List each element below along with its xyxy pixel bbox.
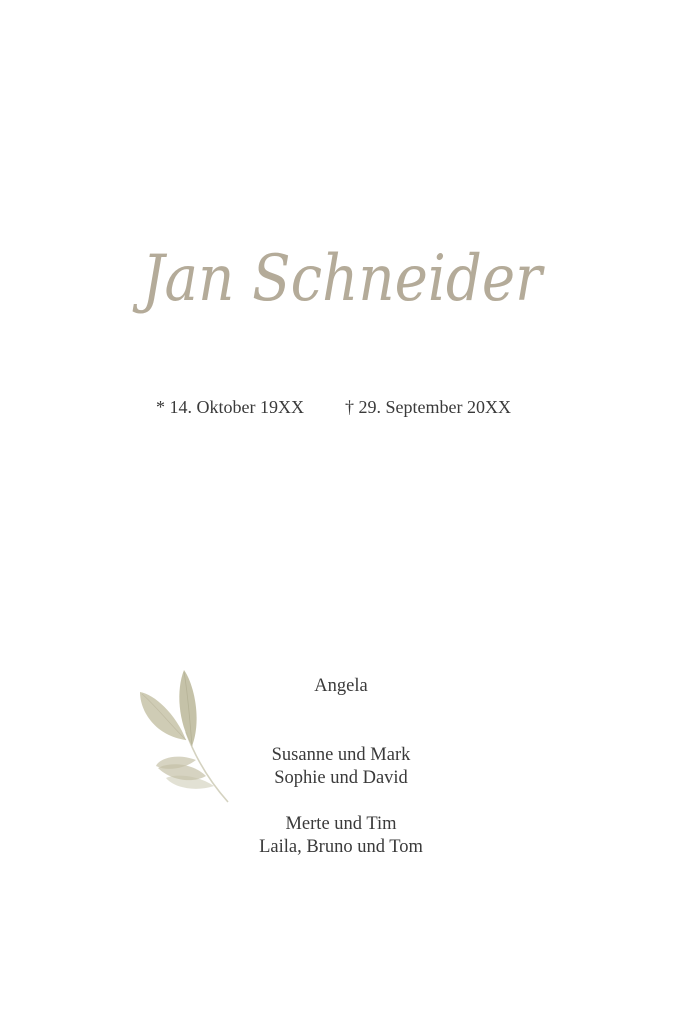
family-line: Sophie und David [274,768,408,788]
deceased-name-text: Jan Schneider [132,242,545,316]
deceased-name-script [0,208,683,338]
family-line: Susanne und Mark [271,745,411,765]
family-line: Laila, Bruno und Tom [259,837,423,857]
family-group-1 [191,675,491,698]
family-line: Angela [314,676,368,696]
life-dates [0,397,683,423]
family-group-3 [191,813,491,859]
deceased-name [0,208,683,338]
family-line: Merte und Tim [285,814,397,834]
birth-date: * 14. Oktober 19XX [156,397,304,417]
family-group-2 [191,744,491,790]
death-date: † 29. September 20XX [345,397,511,417]
